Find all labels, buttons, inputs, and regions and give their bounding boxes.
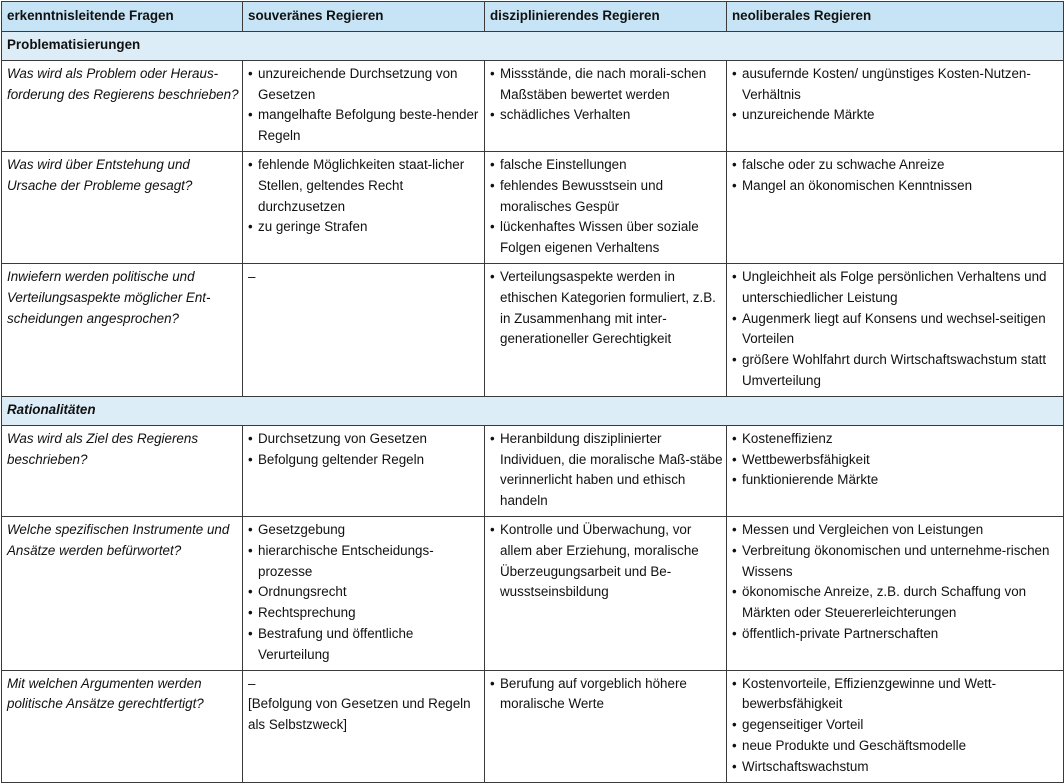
question-cell: Was wird als Problem oder Heraus-forderung des Regierens beschrieben? bbox=[2, 60, 243, 151]
question-cell: Was wird als Ziel des Regierens beschrieben? bbox=[2, 425, 243, 516]
list-item: • falsche oder zu schwache Anreize bbox=[732, 155, 1060, 176]
table-row bbox=[2, 263, 1064, 396]
list-item: • Wirtschaftswachstum bbox=[732, 757, 1060, 778]
sovereign-cell: – bbox=[243, 263, 485, 396]
neoliberal-cell bbox=[727, 151, 1064, 263]
list-item: • Missstände, die nach morali-schen Maßstäben bewertet werden bbox=[490, 64, 723, 106]
neoliberal-cell-list bbox=[732, 429, 1060, 491]
list-item: • Durchsetzung von Gesetzen bbox=[248, 429, 481, 450]
disciplinary-cell-list bbox=[490, 674, 723, 716]
list-item: • Befolgung geltender Regeln bbox=[248, 450, 481, 471]
disciplinary-cell-list bbox=[490, 64, 723, 126]
list-item: • Augenmerk liegt auf Konsens und wechsel-seitigen Vorteilen bbox=[732, 309, 1060, 351]
list-item: • Messen und Vergleichen von Leistungen bbox=[732, 520, 1060, 541]
list-item: • Ordnungsrecht bbox=[248, 582, 481, 603]
list-item: • gegenseitiger Vorteil bbox=[732, 715, 1060, 736]
list-item: • unzureichende Märkte bbox=[732, 105, 1060, 126]
table-row bbox=[2, 151, 1064, 263]
header-row bbox=[2, 2, 1064, 32]
neoliberal-cell bbox=[727, 425, 1064, 516]
list-item: • Ungleichheit als Folge persönlichen Verhaltens und unterschiedlicher Leistung bbox=[732, 267, 1060, 309]
section-row bbox=[2, 31, 1064, 60]
sovereign-cell bbox=[243, 516, 485, 670]
disciplinary-cell bbox=[485, 516, 727, 670]
neoliberal-cell bbox=[727, 670, 1064, 782]
list-item: • mangelhafte Befolgung beste-hender Regeln bbox=[248, 105, 481, 147]
disciplinary-cell-list bbox=[490, 155, 723, 259]
table-row bbox=[2, 60, 1064, 151]
header-sovereign: souveränes Regieren bbox=[243, 2, 485, 32]
disciplinary-cell bbox=[485, 425, 727, 516]
table-row bbox=[2, 516, 1064, 670]
neoliberal-cell-list bbox=[732, 155, 1060, 197]
disciplinary-cell bbox=[485, 263, 727, 396]
disciplinary-cell bbox=[485, 151, 727, 263]
header-neoliberal: neoliberales Regieren bbox=[727, 2, 1064, 32]
disciplinary-cell-list bbox=[490, 267, 723, 350]
sovereign-cell-list bbox=[248, 155, 481, 238]
sovereign-cell-list bbox=[248, 429, 481, 471]
sovereign-cell: – [Befolgung von Gesetzen und Regeln als Selbstzweck] bbox=[243, 670, 485, 782]
question-cell: Mit welchen Argumenten werden politische Ansätze gerechtfertigt? bbox=[2, 670, 243, 782]
table-row bbox=[2, 670, 1064, 782]
list-item: • Verteilungsaspekte werden in ethischen Kategorien formuliert, z.B. in Zusammenhang mit inter-generationeller Gerechtigkeit bbox=[490, 267, 723, 350]
list-item: • ökonomische Anreize, z.B. durch Schaffung von Märkten oder Steuererleichterungen bbox=[732, 582, 1060, 624]
header-disciplinary: disziplinierendes Regieren bbox=[485, 2, 727, 32]
question-cell: Was wird über Entstehung und Ursache der Probleme gesagt? bbox=[2, 151, 243, 263]
list-item: • Verbreitung ökonomischen und unternehme-rischen Wissens bbox=[732, 541, 1060, 583]
neoliberal-cell bbox=[727, 60, 1064, 151]
neoliberal-cell-list bbox=[732, 64, 1060, 126]
list-item: • Kosteneffizienz bbox=[732, 429, 1060, 450]
neoliberal-cell-list bbox=[732, 520, 1060, 645]
table-row bbox=[2, 425, 1064, 516]
list-item: • zu geringe Strafen bbox=[248, 217, 481, 238]
list-item: • Bestrafung und öffentliche Verurteilung bbox=[248, 624, 481, 666]
sovereign-cell bbox=[243, 151, 485, 263]
list-item: • Heranbildung disziplinierter Individuen, die moralische Maß-stäbe verinnerlicht haben und ethisch handeln bbox=[490, 429, 723, 512]
sovereign-cell-list bbox=[248, 520, 481, 666]
list-item: • funktionierende Märkte bbox=[732, 470, 1060, 491]
list-item: • Rechtsprechung bbox=[248, 603, 481, 624]
list-item: • Gesetzgebung bbox=[248, 520, 481, 541]
governance-comparison-table bbox=[1, 1, 1064, 783]
list-item: • schädliches Verhalten bbox=[490, 105, 723, 126]
list-item: • lückenhaftes Wissen über soziale Folgen eigenen Verhaltens bbox=[490, 217, 723, 259]
list-item: • neue Produkte und Geschäftsmodelle bbox=[732, 736, 1060, 757]
question-cell: Welche spezifischen Instrumente und Ansätze werden befürwortet? bbox=[2, 516, 243, 670]
list-item: • Mangel an ökonomischen Kenntnissen bbox=[732, 176, 1060, 197]
list-item: • hierarchische Entscheidungs-prozesse bbox=[248, 541, 481, 583]
list-item: • fehlendes Bewusstsein und moralisches Gespür bbox=[490, 176, 723, 218]
list-item: • ausufernde Kosten/ ungünstiges Kosten-Nutzen-Verhältnis bbox=[732, 64, 1060, 106]
section-title: Problematisierungen bbox=[2, 31, 1064, 60]
question-cell: Inwiefern werden politische und Verteilungsaspekte möglicher Ent-scheidungen angesprochen? bbox=[2, 263, 243, 396]
sovereign-cell bbox=[243, 60, 485, 151]
list-item: • Wettbewerbsfähigkeit bbox=[732, 450, 1060, 471]
list-item: • fehlende Möglichkeiten staat-licher Stellen, geltendes Recht durchzusetzen bbox=[248, 155, 481, 217]
neoliberal-cell-list bbox=[732, 674, 1060, 778]
disciplinary-cell-list bbox=[490, 520, 723, 603]
neoliberal-cell-list bbox=[732, 267, 1060, 392]
list-item: • Kostenvorteile, Effizienzgewinne und Wett-bewerbsfähigkeit bbox=[732, 674, 1060, 716]
sovereign-cell bbox=[243, 425, 485, 516]
list-item: • falsche Einstellungen bbox=[490, 155, 723, 176]
section-title: Rationalitäten bbox=[2, 396, 1064, 425]
section-row bbox=[2, 396, 1064, 425]
disciplinary-cell bbox=[485, 670, 727, 782]
list-item: • größere Wohlfahrt durch Wirtschaftswachstum statt Umverteilung bbox=[732, 350, 1060, 392]
list-item: • Kontrolle und Überwachung, vor allem aber Erziehung, moralische Überzeugungsarbeit und Be-wusstseinsbildung bbox=[490, 520, 723, 603]
header-questions: erkenntnisleitende Fragen bbox=[2, 2, 243, 32]
neoliberal-cell bbox=[727, 263, 1064, 396]
disciplinary-cell-list bbox=[490, 429, 723, 512]
disciplinary-cell bbox=[485, 60, 727, 151]
neoliberal-cell bbox=[727, 516, 1064, 670]
list-item: • unzureichende Durchsetzung von Gesetzen bbox=[248, 64, 481, 106]
sovereign-cell-list bbox=[248, 64, 481, 147]
list-item: • Berufung auf vorgeblich höhere moralische Werte bbox=[490, 674, 723, 716]
list-item: • öffentlich-private Partnerschaften bbox=[732, 624, 1060, 645]
